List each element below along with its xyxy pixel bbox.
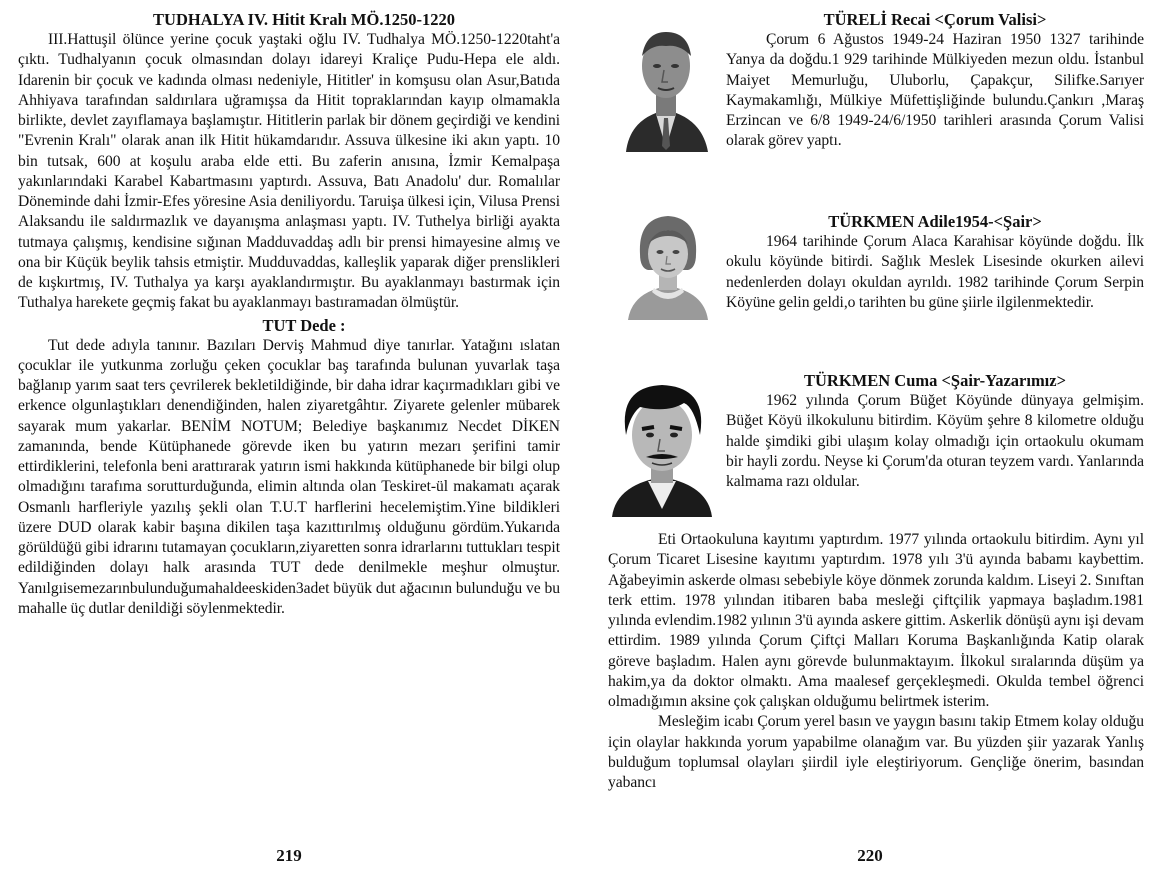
section-title-tut-dede: TUT Dede :: [262, 315, 346, 335]
entry-tureli-recai: [608, 10, 1144, 186]
entry-turkmen-adile: [608, 212, 1144, 365]
left-page: [0, 0, 578, 873]
page-number-left: 219: [276, 846, 302, 865]
portrait-photo-adile: [622, 208, 714, 320]
right-page: [580, 0, 1160, 873]
entry-text-cuma: 1962 yılında Çorum Büğet Köyünde dünyaya gelmişim. Büğet Köyü ilkokulunu bitirdim. Köyüm şehre 8 kilometre olduğu halde şimdiki gibi ulaşım kolay olmadığı için ortaokulu okumam bir hayli zordu. Neyse ki Çorum'da oturan teyzem vardı. Yanlarında kalmama razı oldular.: [726, 392, 1144, 490]
entry-text-tureli: Çorum 6 Ağustos 1949-24 Haziran 1950 1327 tarihinde Yanya da doğdu.1 929 tarihinde Mülkiyeden mezun oldu. İstanbul Maiyet Memurluğu, Uluborlu, Çapakçur, Silifke.Sarıyer Kaymakamlığı, Mülkiye Müfettişliğinde bulundu.Çankırı ,Maraş Erzincan ve 6/8 1949-24/6/1950 tarihleri arasında Çorum Valisi olarak görev yaptı.: [726, 31, 1144, 150]
portrait-photo-tureli: [616, 22, 716, 152]
portrait-photo-cuma: [608, 377, 716, 517]
entry-turkmen-cuma: [608, 371, 1144, 526]
paragraph-tut-dede: Tut dede adıyla tanınır. Bazıları Derviş Mahmud diye tanırlar. Yatağını ıslatan çocuklar ile yutkunma zorluğu çeken çocuklar baş tarafında bulunan yuvarlak taşa bağlanıp yarım saat ters çevrilerek bekletildiğinde, bir daha idrar kaçırmadıkları gibi ve erkence olgunlaştıkları denendiğinden, halen ziyaretgâhtır. Ziyarete gelenler mübarek sayarak mum yakarlar. BENİM NOTUM; Belediye başkanımız Necdet DİKEN zamanında, bende Kütüphanede görevde iken bu yatırın mezarı şerifini tamir ettirdiklerini, telefonla beni arattırarak yatırın ismi hakkında kütüphanede bir bilgi olup olmadığını tarafıma sorutturduğunda, elimin altında olan Teskiret-ül makamatı açarak Osmanlı harfleriyle yazılış şekli olan T.U.T harflerini hecelemiştim.Yine bildikleri üzere DUD olarak kabir başına dikilen taşa kazıttırılmış olduğunu gördüm.Yukarıda görüldüğü gibi idrarını tutamayan çocukların,ziyaretten sonra idrarlarını tuttukları tespit edildiğinden dolayı halk arasında TUT dede denilmekle meşhur olmuştur. Yanılgıisemezarınbulunduğumahaldeeskiden3adet büyük dut ağacının bulunduğu ve bu mahalle üç dutlar denildiği söylenmektedir.: [18, 336, 560, 617]
paragraph-tudhalya: III.Hattuşil ölünce yerine çocuk yaştaki oğlu IV. Tudhalya MÖ.1250-1220taht'a çıktı. Tudhalyanın çocuk olmasından dolayı idareyi Kraliçe Pudu-Hepa ele aldı. Idarenin bir çocuk ve kadında olması nedeniyle, Hititler' in komşusu olan Asur,Batıda Ahhiyava tarafından saldırılara uğramışsa da Hitit topraklarından kayıp olmamakla birlikte, devlet zayıflamaya başlamıştır. Hititlerin parlak bir dönem geçirdiği ve kendini "Evrenin Kralı" olarak anan ilk Hitit hükamdarıdır. Assuva ülkesine iki akın yaptı. 10 bin tutsak, 600 at koşulu araba elde etti. Bu zaferin anısına, İzmir Kemalpaşa yakınlarındaki Karabel Kabartmasını yaptırdı. Assuva, Batı Anadolu' dur. Romalılar Döneminde dahi İzmir-Efes yöresine Asia deniliyordu. Taruişa ülkesi için, Vilusa Prensi Alaksandu ile saldırmazlık ve dayanışma anlaşması yaptı. IV. Tuthelya birliği ayakta tutmaya çalışmış, kendisine sığınan Madduvaddaş adlı bir prensi himayesine almış ve ona bir Küçük beylik tahsis etmiştir. Mudduvaddas, kalleşlik yaparak diğer prenslikleri de kışkırtmış, IV. Tuthalya ya karşı ayaklandırmıştır. Bu ayaklanmayı bastırmak için Tuthalya harekete geçmiş fakat bu ayaklanmayı bastıramadan ölmüştür.: [18, 31, 560, 312]
entry-text-adile: 1964 tarihinde Çorum Alaca Karahisar köyünde doğdu. İlk okulu köyünde bitirdi. Sağlık Meslek Lisesinde okurken ailevi nedenlerden dolayı okuldan ayrıldı. 1982 tarihinde Çorum Serpin Köyüne gelin geldi,o tarihten bu güne şiirle ilgilenmektedir.: [726, 233, 1144, 311]
entry-title-adile: TÜRKMEN Adile1954-<Şair>: [828, 212, 1042, 231]
page-number-right: 220: [857, 846, 883, 865]
entry-title-cuma: TÜRKMEN Cuma <Şair-Yazarımız>: [804, 371, 1066, 390]
section-title-tudhalya: TUDHALYA IV. Hitit Kralı MÖ.1250-1220: [153, 10, 455, 29]
entry-title-tureli: TÜRELİ Recai <Çorum Valisi>: [823, 10, 1047, 29]
paragraph-cuma-profession: Mesleğim icabı Çorum yerel basın ve yaygın basını takip Etmem kolay olduğu için olaylar hakkında yorum yapabilme olanağım var. Bu yüzden şiir yazarak Yanlış bulduğum toplumsal olayları şiirdil iyle eleştiriyorum. Gençliğe önerim, basından yabancı: [608, 713, 1144, 791]
paragraph-cuma-education: Eti Ortaokuluna kayıtımı yaptırdım. 1977 yılında ortaokulu bitirdim. Aynı yıl Çorum Ticaret Lisesine kayıtımı yaptırdım. 1978 yılı 3'ü ayında babamı kaybettim. Ağabeyimin askerde olması sebebiyle köye dönmek zorunda kaldım. Liseyi 2. Sınıftan terk ettim. 1978 yılından itibaren baba mesleği çiftçilik yapmaya başladım.1981 yılında evlendim.1982 yılının 3'ü ayında askere gittim. Askerlik dönüşü aynı işi devam ettirdim. 1989 yılında Çorum Çiftçi Malları Koruma Başkanlığında Katip olarak göreve başladım. Halen aynı görevde bulunmaktayım. İlkokul sıralarında düşüm ya hakim,ya da doktor olmaktı. Ama maalesef gerçekleşmedi. Okulda tembel öğrenci olmadığımın aksine çok çalışkan olduğumu belirtmek isterim.: [608, 531, 1144, 710]
